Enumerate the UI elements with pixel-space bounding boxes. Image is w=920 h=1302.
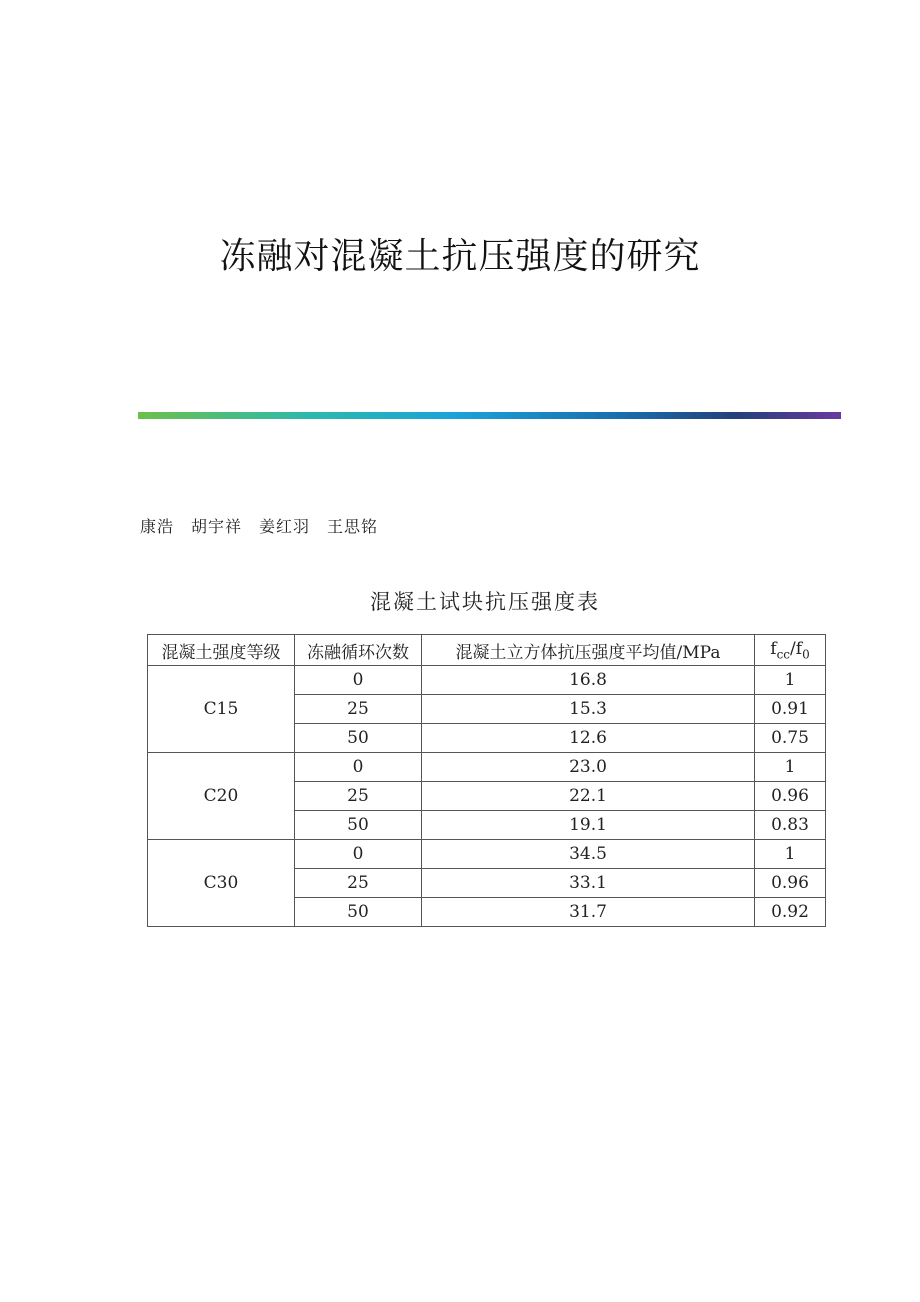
header-grade: 混凝土强度等级	[148, 635, 295, 666]
header-cycles: 冻融循环次数	[295, 635, 422, 666]
table-row	[148, 753, 826, 782]
strength-cell: 16.8	[422, 666, 755, 695]
cycles-cell: 0	[295, 666, 422, 695]
header-strength: 混凝土立方体抗压强度平均值/MPa	[422, 635, 755, 666]
table-row	[148, 840, 826, 869]
cycles-cell: 25	[295, 782, 422, 811]
ratio-cell: 0.96	[755, 869, 826, 898]
strength-cell: 31.7	[422, 898, 755, 927]
ratio-cell: 0.92	[755, 898, 826, 927]
table-row	[148, 666, 826, 695]
strength-cell: 23.0	[422, 753, 755, 782]
grade-cell: C20	[148, 753, 295, 840]
cycles-cell: 50	[295, 811, 422, 840]
ratio-cell: 1	[755, 666, 826, 695]
ratio-cell: 0.91	[755, 695, 826, 724]
ratio-cell: 0.83	[755, 811, 826, 840]
ratio-cell: 0.75	[755, 724, 826, 753]
cycles-cell: 0	[295, 840, 422, 869]
strength-table	[147, 634, 826, 927]
author-list: 康浩 胡宇祥 姜红羽 王思铭	[140, 517, 379, 536]
paper-title: 冻融对混凝土抗压强度的研究	[219, 236, 701, 277]
header-ratio: $f_{cc}/f_0$	[755, 635, 826, 666]
strength-cell: 19.1	[422, 811, 755, 840]
ratio-cell: 1	[755, 840, 826, 869]
strength-cell: 22.1	[422, 782, 755, 811]
strength-cell: 12.6	[422, 724, 755, 753]
grade-cell: C30	[148, 840, 295, 927]
ratio-cell: 0.96	[755, 782, 826, 811]
table-caption: 混凝土试块抗压强度表	[370, 590, 600, 614]
cycles-cell: 0	[295, 753, 422, 782]
grade-cell: C15	[148, 666, 295, 753]
table-header-row	[148, 635, 826, 666]
cycles-cell: 25	[295, 695, 422, 724]
strength-cell: 34.5	[422, 840, 755, 869]
ratio-cell: 1	[755, 753, 826, 782]
strength-cell: 33.1	[422, 869, 755, 898]
cycles-cell: 50	[295, 724, 422, 753]
cycles-cell: 50	[295, 898, 422, 927]
title-divider	[138, 412, 841, 419]
cycles-cell: 25	[295, 869, 422, 898]
strength-cell: 15.3	[422, 695, 755, 724]
